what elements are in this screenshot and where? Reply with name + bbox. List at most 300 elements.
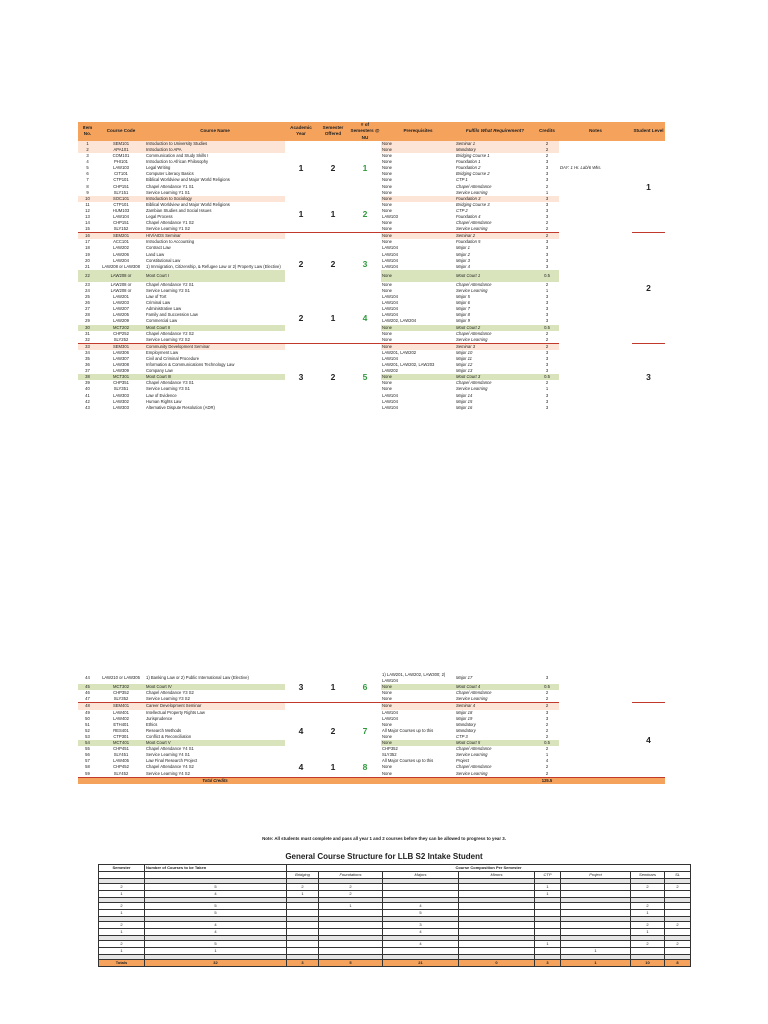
structure-value <box>383 948 459 955</box>
course-name: Research Methods <box>146 727 182 733</box>
requirement: Major 6 <box>456 300 470 306</box>
structure-header-composition: Course Composition Per Semester <box>287 865 691 872</box>
course-name: 1) Banking Law or 2) Public International Law (Elective) <box>146 675 249 681</box>
item-no: 38 <box>78 374 97 380</box>
course-code: CTP301 <box>113 733 129 739</box>
requirement: Mandatory <box>455 147 535 153</box>
item-no: 46 <box>85 690 90 696</box>
total-credits-row <box>78 777 665 784</box>
structure-value: 2 <box>319 891 383 898</box>
structure-subheader: Bridging <box>287 872 319 879</box>
structure-row <box>99 941 691 948</box>
prerequisites: None <box>382 690 393 696</box>
item-no: 43 <box>85 404 90 410</box>
course-code: CHP452 <box>113 764 129 770</box>
course-code: SLY351 <box>113 386 129 392</box>
item-no: 59 <box>85 770 90 776</box>
structure-value: 1 <box>631 929 665 936</box>
structure-value <box>535 903 561 910</box>
course-name: Computer Literacy Basics <box>146 171 194 177</box>
credits: 3 <box>545 404 549 410</box>
structure-semester: 2 <box>99 884 145 891</box>
course-code: MCT401 <box>97 740 145 746</box>
credits: 2 <box>535 343 559 350</box>
credits: 3 <box>545 165 549 171</box>
item-no: 35 <box>85 355 90 361</box>
student-level: 2 <box>632 233 665 344</box>
item-no: 11 <box>85 201 90 207</box>
course-name: Company Law <box>146 368 173 374</box>
prerequisites: LAW202 <box>382 368 398 374</box>
course-code: LAW209 <box>113 318 129 324</box>
course-code: CHP151 <box>113 220 129 226</box>
requirement: Chapel Attendance <box>456 764 492 770</box>
structure-totals-value: 3 <box>535 960 561 967</box>
structure-value: 2 <box>631 903 665 910</box>
prerequisites: None <box>381 740 455 746</box>
prerequisites: All Major Courses up to this <box>382 727 434 733</box>
structure-header-semester: Semester <box>99 865 145 872</box>
requirement: Moot Court 2 <box>455 325 535 331</box>
course-name: Jurisprudence <box>146 715 173 721</box>
course-code: SOC101 <box>97 196 145 202</box>
prerequisites: None <box>381 684 455 690</box>
structure-header-courses: Number of Courses to be Taken <box>145 865 287 872</box>
course-code: SLY151 <box>113 189 129 195</box>
credits: 3 <box>545 709 549 715</box>
course-name: Legal Process <box>146 214 173 220</box>
course-name: Administrative Law <box>146 306 182 312</box>
course-code: LAW204 <box>113 257 129 263</box>
credits: 2 <box>545 380 549 386</box>
prerequisites: None <box>382 386 393 392</box>
group-nsem: 5 <box>349 343 381 411</box>
item-no: 32 <box>85 336 90 342</box>
course-name: Alternative Dispute Resolution (ADR) <box>146 404 215 410</box>
prerequisites: None <box>381 147 455 153</box>
requirement: Service Learning <box>456 189 488 195</box>
structure-value <box>319 941 383 948</box>
credits: 1 <box>545 386 549 392</box>
course-name: Service Learning Y3 S2 <box>146 696 190 702</box>
item-no: 21 <box>85 263 90 269</box>
course-name: Chapel Attendance Y1 S2 <box>146 220 194 226</box>
item-no: 25 <box>85 294 90 300</box>
credits: 1 <box>545 752 549 758</box>
course-name: Legal Writing <box>146 165 171 171</box>
requirement: Foundation 5 <box>456 239 481 245</box>
course-code: APA101 <box>97 147 145 153</box>
requirement: Major 4 <box>456 263 470 269</box>
prerequisites: LAW104 <box>382 355 398 361</box>
prerequisites: LAW104 <box>382 263 398 269</box>
prerequisites: None <box>382 165 393 171</box>
structure-subheader-row <box>99 872 691 879</box>
student-level: 1 <box>632 141 665 233</box>
structure-semester: 1 <box>99 929 145 936</box>
structure-value <box>665 903 691 910</box>
student-level <box>632 672 665 703</box>
structure-row <box>99 922 691 929</box>
structure-value: 4 <box>383 941 459 948</box>
course-name: Human Rights Law <box>146 398 182 404</box>
course-code: RES401 <box>113 727 129 733</box>
course-code: LAW308 <box>113 362 129 368</box>
structure-course-count: 4 <box>145 922 287 929</box>
total-credits-label: Total Credits <box>145 777 285 784</box>
structure-value <box>459 941 535 948</box>
prerequisites: None <box>382 281 393 287</box>
prerequisites: LAW104 <box>382 257 398 263</box>
prerequisites: None <box>381 325 455 331</box>
item-no: 42 <box>85 398 90 404</box>
course-code: CHP252 <box>113 330 129 336</box>
structure-value: 1 <box>631 910 665 917</box>
requirement: Service Learning <box>456 336 488 342</box>
course-code: SEM301 <box>97 343 145 350</box>
structure-value <box>459 903 535 910</box>
structure-value <box>319 948 383 955</box>
structure-semester: 1 <box>99 891 145 898</box>
credits: 2 <box>535 233 559 240</box>
credits: 3 <box>545 207 549 213</box>
prerequisites: None <box>381 233 455 240</box>
requirement: Major 16 <box>456 404 473 410</box>
course-table-part1 <box>78 122 665 411</box>
progression-note: Note: All students must complete and pass all year 1 and 2 courses before they can be allowed to progress to year 3. <box>262 836 506 841</box>
prerequisites: None <box>382 171 393 177</box>
structure-value: 5 <box>383 910 459 917</box>
table-row <box>78 672 665 684</box>
structure-totals-value: 8 <box>665 960 691 967</box>
course-name: Constitutional Law <box>146 257 181 263</box>
structure-value <box>665 891 691 898</box>
item-no: 45 <box>78 684 97 690</box>
structure-value: 3 <box>383 922 459 929</box>
item-no: 54 <box>78 740 97 746</box>
course-name: Law of Tort <box>146 294 167 300</box>
prerequisites: None <box>382 159 393 165</box>
prerequisites: None <box>382 239 393 245</box>
item-no: 26 <box>85 300 90 306</box>
course-code: SLY352 <box>113 696 129 702</box>
structure-value: 1 <box>319 903 383 910</box>
requirement: Major 3 <box>456 257 470 263</box>
item-no: 58 <box>85 764 90 770</box>
group-offered: 1 <box>317 294 349 343</box>
requirement: Foundation 2 <box>456 165 481 171</box>
prerequisites: SLY352 <box>382 752 397 758</box>
structure-value <box>631 891 665 898</box>
structure-subheader: CTP <box>535 872 561 879</box>
item-no: 8 <box>86 183 89 189</box>
prerequisites: None <box>382 330 393 336</box>
course-name: Introduction to APA <box>145 147 285 153</box>
group-nsem: 1 <box>349 141 381 196</box>
prerequisites: All Major Courses up to this <box>382 758 434 764</box>
item-no: 49 <box>85 709 90 715</box>
course-code: ETH401 <box>113 721 129 727</box>
item-no: 40 <box>85 386 90 392</box>
course-code: LAW202 <box>113 245 129 251</box>
item-no: 27 <box>85 306 90 312</box>
course-code: LAW208 or <box>110 287 132 293</box>
course-name: Moot Court V <box>145 740 285 746</box>
item-no: 15 <box>85 226 90 232</box>
credits: 3 <box>545 715 549 721</box>
requirement: CTP 1 <box>456 177 468 183</box>
credits: 2 <box>545 721 549 727</box>
structure-row <box>99 891 691 898</box>
item-no: 52 <box>85 727 90 733</box>
credits: 2 <box>545 727 549 733</box>
group-year: 2 <box>285 294 317 343</box>
credits: 2 <box>545 153 549 159</box>
structure-value: 1 <box>561 948 631 955</box>
course-code: SEM201 <box>97 233 145 240</box>
structure-subheader: Foundations <box>319 872 383 879</box>
course-name: Introduction to University Studies <box>145 141 285 147</box>
structure-value <box>459 891 535 898</box>
course-code: LAW405 <box>113 758 129 764</box>
course-name: Chapel Attendance Y3 S2 <box>146 690 194 696</box>
structure-value: 4 <box>383 929 459 936</box>
item-no: 9 <box>86 189 89 195</box>
course-name: Land Law <box>146 251 165 257</box>
col-header-prereq: Prerequisites <box>381 122 455 141</box>
prerequisites: None <box>382 207 393 213</box>
prerequisites: None <box>381 343 455 350</box>
item-no: 12 <box>85 207 90 213</box>
course-code: LAW306 <box>113 349 129 355</box>
structure-value: 1 <box>287 891 319 898</box>
structure-value <box>287 941 319 948</box>
item-no: 13 <box>85 214 90 220</box>
prerequisites: None <box>382 201 393 207</box>
structure-value <box>319 910 383 917</box>
course-name: Civil and Criminal Procedure <box>146 355 200 361</box>
course-code: MCT301 <box>97 374 145 380</box>
course-code: PHI101 <box>114 159 128 165</box>
course-name: Chapel Attendance Y1 S1 <box>146 183 194 189</box>
course-name: Chapel Attendance Y2 S1 <box>146 281 194 287</box>
requirement: Major 18 <box>456 709 473 715</box>
course-name: Law of Evidence <box>146 392 177 398</box>
credits: 3 <box>545 263 549 269</box>
col-header-code: Course Code <box>97 122 145 141</box>
requirement: Bridging Course 1 <box>456 153 490 159</box>
structure-value <box>665 929 691 936</box>
prerequisites: None <box>382 770 393 776</box>
credits: 3 <box>545 214 549 220</box>
group-offered: 1 <box>317 196 349 233</box>
structure-value <box>287 948 319 955</box>
structure-value <box>287 910 319 917</box>
credits: 2 <box>545 690 549 696</box>
course-structure-table <box>98 864 691 967</box>
requirement: Chapel Attendance <box>456 220 492 226</box>
course-name: Service Learning Y4 S2 <box>146 770 190 776</box>
course-name: Intellectual Property Rights Law <box>146 709 205 715</box>
structure-value <box>561 891 631 898</box>
course-name: HIV/AIDS Seminar <box>145 233 285 240</box>
prerequisites: CHP352 <box>382 746 398 752</box>
credits: 3 <box>545 398 549 404</box>
requirement: Major 19 <box>456 715 473 721</box>
structure-subheader: Minors <box>459 872 535 879</box>
credits: 3 <box>545 177 549 183</box>
col-header-year: Academic Year <box>285 122 317 141</box>
item-no: 30 <box>78 325 97 331</box>
structure-value <box>459 929 535 936</box>
prerequisites: LAW201, LAW202, LAW203 <box>382 362 435 368</box>
structure-value <box>287 922 319 929</box>
item-no: 18 <box>85 245 90 251</box>
requirement: Major 7 <box>456 306 470 312</box>
item-no: 34 <box>85 349 90 355</box>
structure-course-count: 4 <box>145 891 287 898</box>
structure-row <box>99 929 691 936</box>
structure-subheader: SL <box>665 872 691 879</box>
item-no: 57 <box>85 758 90 764</box>
group-nsem: 8 <box>349 758 381 777</box>
structure-totals-value: 10 <box>631 960 665 967</box>
structure-semester: 1 <box>99 948 145 955</box>
course-code: CTP101 <box>113 177 129 183</box>
course-code: MCT302 <box>97 684 145 690</box>
group-offered: 2 <box>317 141 349 196</box>
requirement: Service Learning <box>456 226 488 232</box>
col-header-credits: Credits <box>535 122 559 141</box>
requirement: Major 8 <box>456 312 470 318</box>
structure-totals-count: 32 <box>145 960 287 967</box>
course-name: Biblical Worldview and Major World Religions <box>146 201 230 207</box>
course-name: Communication and Study Skills I <box>146 153 209 159</box>
requirement: Major 14 <box>456 392 473 398</box>
structure-value <box>561 903 631 910</box>
prerequisites: LAW104 <box>382 245 398 251</box>
course-name: Moot Court IV <box>145 684 285 690</box>
course-code: LAW303 <box>113 392 129 398</box>
course-name: Service Learning Y2 S1 <box>146 287 190 293</box>
course-code: ACC101 <box>113 239 129 245</box>
col-header-req: Fulfils What Requirement? <box>455 122 535 141</box>
item-no: 53 <box>85 733 90 739</box>
requirement: Bridging Course 2 <box>456 171 490 177</box>
course-name: Moot Court I <box>145 270 285 282</box>
item-no: 4 <box>86 159 89 165</box>
course-code: CHP451 <box>113 746 129 752</box>
course-table-part2 <box>78 672 665 784</box>
group-year: 4 <box>285 703 317 758</box>
group-nsem: 4 <box>349 294 381 343</box>
credits: 3 <box>545 159 549 165</box>
item-no: 16 <box>78 233 97 240</box>
structure-value <box>287 903 319 910</box>
prerequisites: None <box>382 220 393 226</box>
credits: 3 <box>545 251 549 257</box>
structure-semester: 2 <box>99 903 145 910</box>
course-code: LAW402 <box>113 715 129 721</box>
credits: 0.5 <box>535 270 559 282</box>
requirement: Major 15 <box>456 398 473 404</box>
structure-value <box>319 929 383 936</box>
prerequisites: None <box>382 721 393 727</box>
requirement: Service Learning <box>456 696 488 702</box>
course-code: CIT101 <box>114 171 128 177</box>
course-name: Service Learning Y1 S1 <box>146 189 190 195</box>
credits: 2 <box>545 770 549 776</box>
prerequisites: None <box>382 177 393 183</box>
item-no: 55 <box>85 746 90 752</box>
item-no: 5 <box>86 165 89 171</box>
prerequisites: None <box>382 226 393 232</box>
item-no: 28 <box>85 312 90 318</box>
item-no: 51 <box>85 721 90 727</box>
course-code: LAW207 <box>113 306 129 312</box>
prerequisites: LAW104 <box>382 392 398 398</box>
requirement: Major 1 <box>456 245 470 251</box>
credits: 3 <box>535 196 559 202</box>
prerequisites: LAW202, LAW204 <box>382 318 417 324</box>
item-no: 44 <box>85 675 90 681</box>
credits: 3 <box>545 245 549 251</box>
structure-value <box>535 929 561 936</box>
requirement: Foundation 3 <box>455 196 535 202</box>
group-offered: 2 <box>317 233 349 294</box>
credits: 2 <box>545 183 549 189</box>
item-no: 56 <box>85 752 90 758</box>
course-name: Commercial Law <box>146 318 178 324</box>
credits: 3 <box>545 318 549 324</box>
prerequisites: None <box>381 703 455 710</box>
table-row <box>78 196 665 202</box>
structure-value <box>459 922 535 929</box>
group-year: 4 <box>285 758 317 777</box>
course-name: Introduction to Sociology <box>145 196 285 202</box>
group-offered: 1 <box>317 672 349 703</box>
structure-value: 2 <box>665 884 691 891</box>
course-name: Ethics <box>146 721 158 727</box>
credits: 1 <box>545 287 549 293</box>
structure-row <box>99 903 691 910</box>
course-code: LAW210 or LAW305 <box>102 675 140 681</box>
structure-semester: 1 <box>99 910 145 917</box>
item-no: 41 <box>85 392 90 398</box>
col-header-notes: Notes <box>559 122 632 141</box>
structure-value: 2 <box>319 884 383 891</box>
group-year: 1 <box>285 196 317 233</box>
prerequisites: LAW104 <box>382 404 398 410</box>
col-header-name: Course Name <box>145 122 285 141</box>
prerequisites: None <box>381 141 455 147</box>
prerequisites: LAW103 <box>382 214 398 220</box>
course-name: Conflict & Reconciliation <box>146 733 192 739</box>
structure-course-count: 4 <box>145 929 287 936</box>
requirement: Service Learning <box>456 386 488 392</box>
requirement: Chapel Attendance <box>456 380 492 386</box>
credits: 0.5 <box>535 684 559 690</box>
group-nsem: 2 <box>349 196 381 233</box>
requirement: CTP 3 <box>456 733 468 739</box>
item-no: 7 <box>86 177 89 183</box>
prerequisites: None <box>381 196 455 202</box>
course-name: Law Final Research Project <box>146 758 198 764</box>
requirement: CTP 2 <box>456 207 468 213</box>
structure-value: 1 <box>535 884 561 891</box>
credits: 2 <box>535 147 559 153</box>
course-name: Service Learning Y4 S1 <box>146 752 190 758</box>
